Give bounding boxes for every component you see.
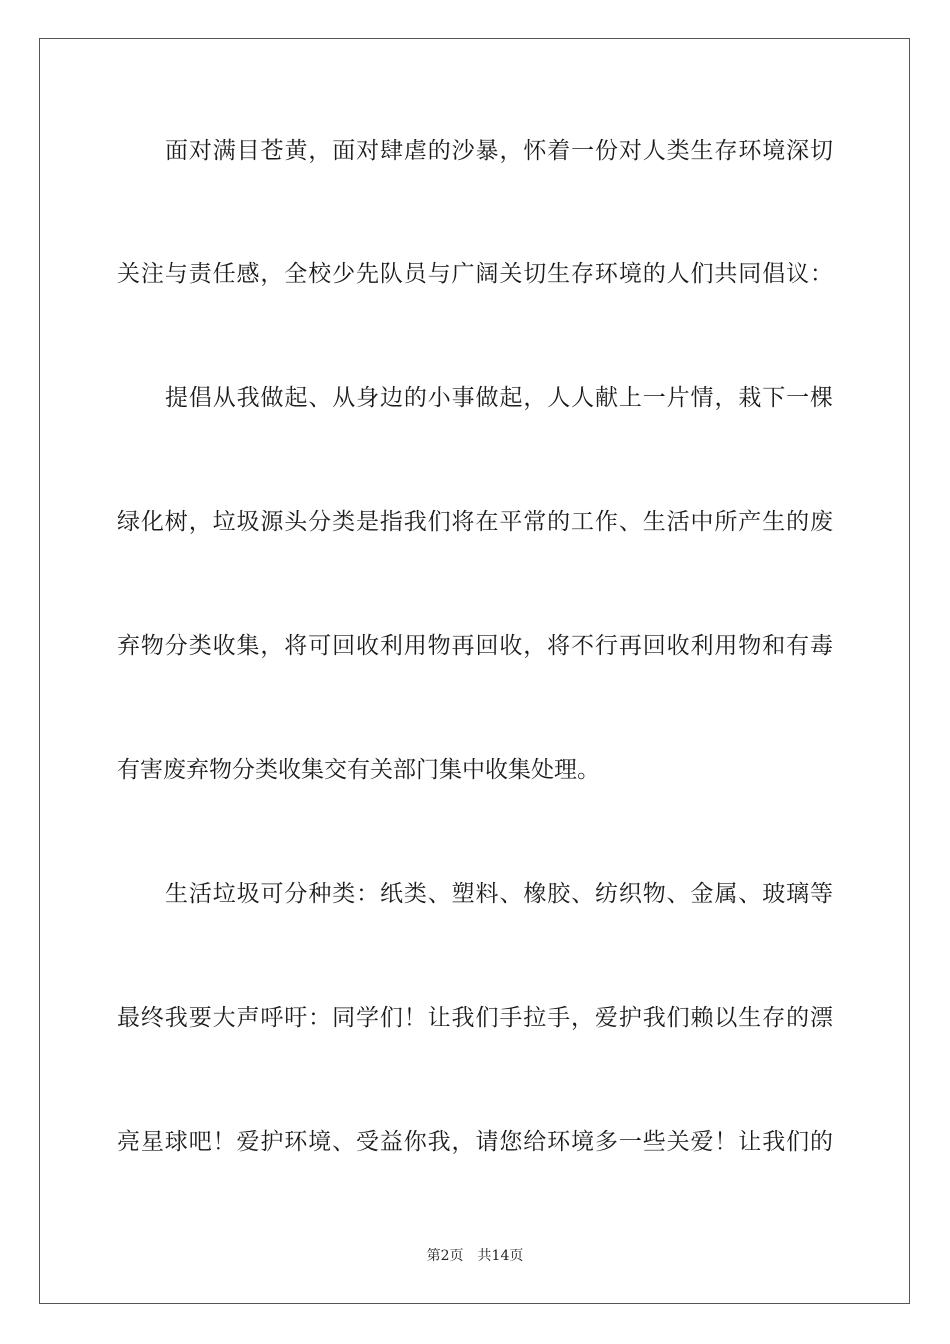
paragraph-2-line-4: 有害废弃物分类收集交有关部门集中收集处理。 xyxy=(117,757,600,783)
paragraph-3-line-3: 亮星球吧！爱护环境、受益你我，请您给环境多一些关爱！让我们的 xyxy=(117,1129,833,1155)
paragraph-3-line-2: 最终我要大声呼吁：同学们！让我们手拉手，爱护我们赖以生存的漂 xyxy=(117,1005,833,1031)
paragraph-2-line-2: 绿化树，垃圾源头分类是指我们将在平常的工作、生活中所产生的废 xyxy=(117,509,833,535)
paragraph-2-line-3: 弃物分类收集，将可回收利用物再回收，将不行再回收利用物和有毒 xyxy=(117,633,833,659)
paragraph-1-line-1: 面对满目苍黄，面对肆虐的沙暴，怀着一份对人类生存环境深切 xyxy=(165,138,833,164)
paragraph-1-line-2: 关注与责任感，全校少先队员与广阔关切生存环境的人们共同倡议： xyxy=(117,261,833,287)
page-footer xyxy=(0,1247,950,1265)
total-page-count: 共14页 xyxy=(477,1248,524,1264)
paragraph-2-line-1: 提倡从我做起、从身边的小事做起，人人献上一片情，栽下一棵 xyxy=(165,385,833,411)
page-border xyxy=(39,38,910,1304)
current-page-number: 第2页 xyxy=(426,1248,464,1264)
paragraph-3-line-1: 生活垃圾可分种类：纸类、塑料、橡胶、纺织物、金属、玻璃等 xyxy=(165,881,833,907)
